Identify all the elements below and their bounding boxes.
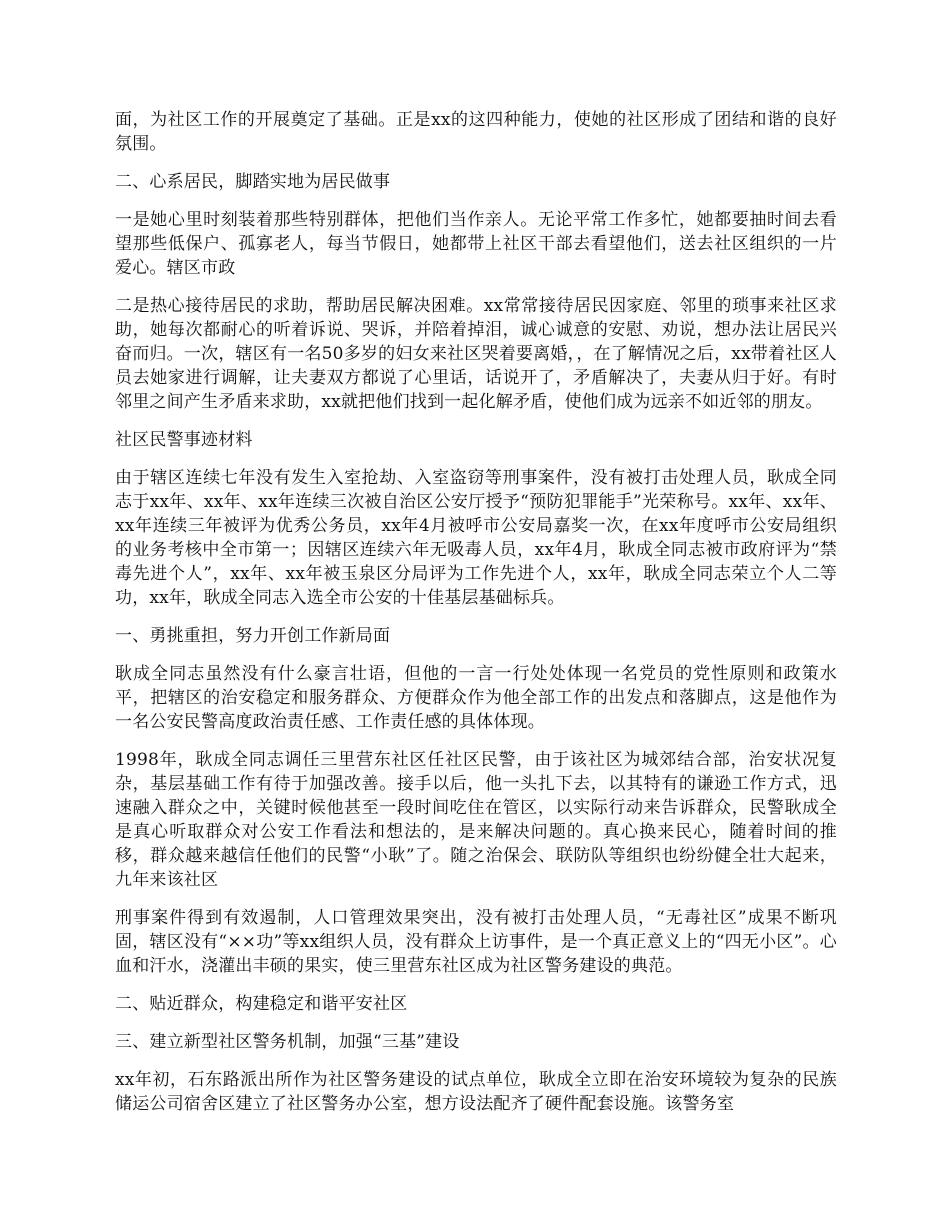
section-heading-take-responsibility: 一、勇挑重担，努力开创工作新局面 [115, 626, 391, 646]
paragraph-honors: 由于辖区连续七年没有发生入室抢劫、入室盗窃等刑事案件，没有被打击处理人员，耿成全同志于xx年、xx年、xx年连续三次被自治区公安厅授予“预防犯罪能手”光荣称号。xx年、xx年、xx年连续三年被评为优秀公务员，xx年4月被呼市公安局嘉奖一次，在xx年度呼市公安局组织的业务考核中全市第一；因辖区连续六年无吸毒人员，xx年4月，耿成全同志被市政府评为“禁毒先进个人”，xx年、xx年被玉泉区分局评为工作先进个人，xx年，耿成全同志荣立个人二等功，xx年，耿成全同志入选全市公安的十佳基层基础标兵。 [115, 468, 837, 608]
document-subtitle: 社区民警事迹材料 [115, 430, 253, 450]
paragraph-principles: 耿成全同志虽然没有什么豪言壮语，但他的一言一行处处体现一名党员的党性原则和政策水平，把辖区的治安稳定和服务群众、方便群众作为他全部工作的出发点和落脚点，这是他作为一名公安民警高度政治责任感、工作责任感的具体体现。 [115, 664, 837, 732]
paragraph-1998: 1998年，耿成全同志调任三里营东社区任社区民警，由于该社区为城郊结合部，治安状况复杂，基层基础工作有待于加强改善。接手以后，他一头扎下去，以其特有的谦逊工作方式，迅速融入群众之中，关键时候他甚至一段时间吃住在管区，以实际行动来告诉群众，民警耿成全是真心听取群众对公安工作看法和想法的，是来解决问题的。真心换来民心，随着时间的推移，群众越来越信任他们的民警“小耿”了。随之治保会、联防队等组织也纷纷健全壮大起来，九年来该社区 [115, 750, 837, 890]
paragraph-help-residents: 二是热心接待居民的求助，帮助居民解决困难。xx常常接待居民因家庭、邻里的琐事来社区求助，她每次都耐心的听着诉说、哭诉，并陪着掉泪，诚心诚意的安慰、劝说，想办法让居民兴奋而归。一次，辖区有一名50多岁的妇女来社区哭着要离婚，，在了解情况之后，xx带着社区人员去她家进行调解，让夫妻双方都说了心里话，话说开了，矛盾解决了，夫妻从归于好。有时邻里之间产生矛盾来求助，xx就把他们找到一起化解矛盾，使他们成为远亲不如近邻的朋友。 [115, 296, 837, 412]
paragraph-intro-continuation: 面，为社区工作的开展奠定了基础。正是xx的这四种能力，使她的社区形成了团结和谐的良好氛围。 [115, 110, 837, 154]
section-heading-new-mechanism: 三、建立新型社区警务机制，加强“三基”建设 [115, 1032, 460, 1052]
document-page [115, 108, 837, 1130]
paragraph-results: 刑事案件得到有效遏制，人口管理效果突出，没有被打击处理人员，“无毒社区”成果不断巩固，辖区没有“××功”等xx组织人员，没有群众上访事件，是一个真正意义上的“四无小区”。心血和汗水，浇灌出丰硕的果实，使三里营东社区成为社区警务建设的典范。 [115, 908, 837, 976]
section-heading-close-to-public: 二、贴近群众，构建稳定和谐平安社区 [115, 994, 408, 1014]
paragraph-pilot-unit: xx年初，石东路派出所作为社区警务建设的试点单位，耿成全立即在治安环境较为复杂的民族储运公司宿舍区建立了社区警务办公室，想方设法配齐了硬件配套设施。该警务室 [115, 1070, 837, 1114]
section-heading-care-for-residents: 二、心系居民，脚踏实地为居民做事 [115, 172, 391, 192]
paragraph-special-groups: 一是她心里时刻装着那些特别群体，把他们当作亲人。无论平常工作多忙，她都要抽时间去看望那些低保户、孤寡老人，每当节假日，她都带上社区干部去看望他们，送去社区组织的一片爱心。辖区市政 [115, 210, 837, 278]
